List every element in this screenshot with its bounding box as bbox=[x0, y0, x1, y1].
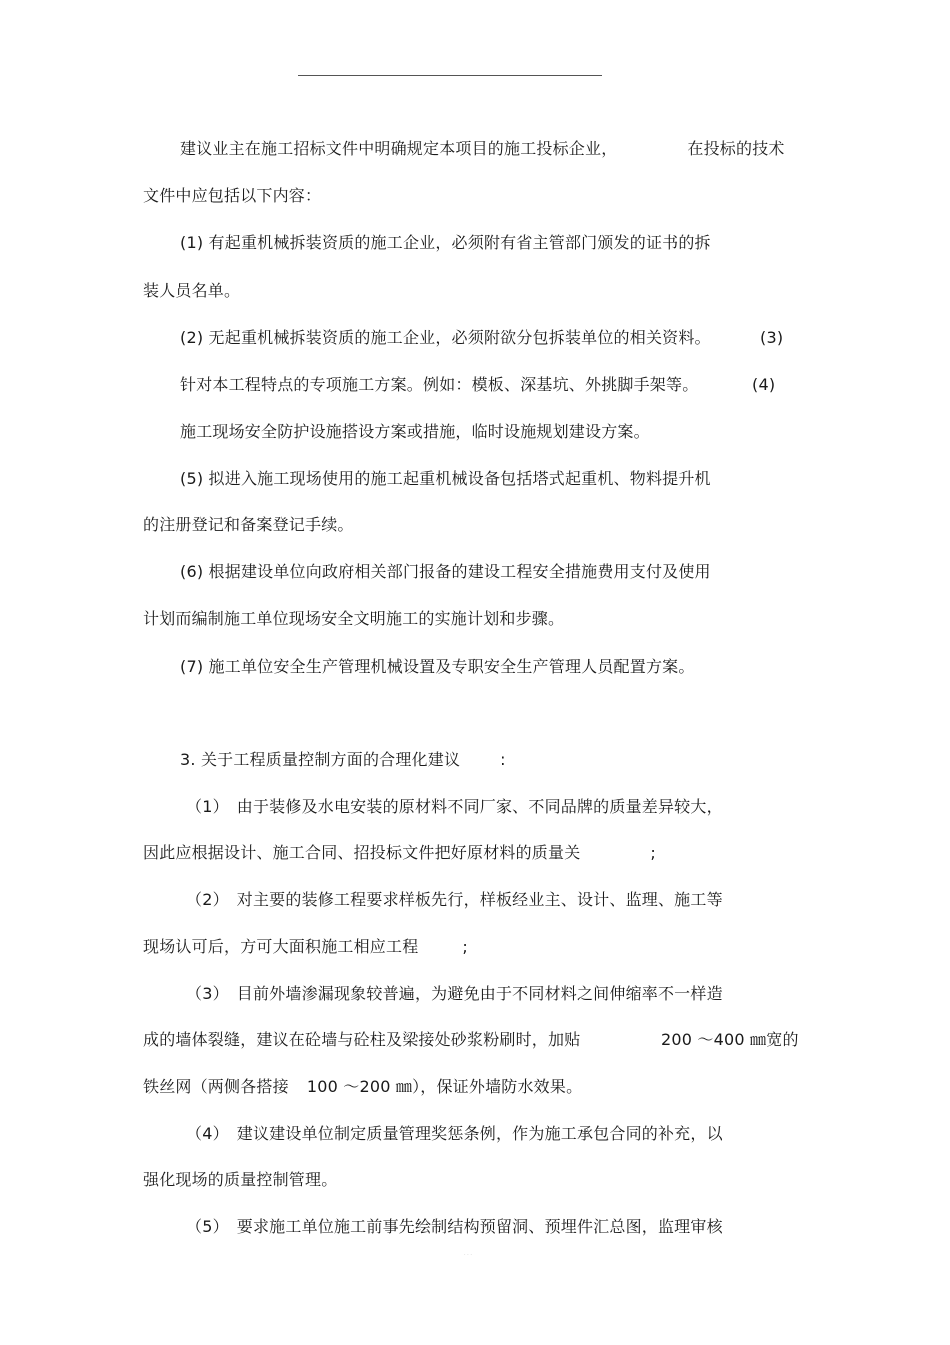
line-text: （4） bbox=[186, 1124, 229, 1143]
text-line bbox=[180, 138, 785, 160]
line-text: (3) bbox=[760, 328, 784, 347]
text-line bbox=[180, 468, 711, 490]
text-line bbox=[143, 280, 240, 302]
line-text: 现场认可后，方可大面积施工相应工程 bbox=[143, 937, 419, 956]
line-text: 要求施工单位施工前事先绘制结构预留洞、预埋件汇总图，监理审核 bbox=[236, 1217, 723, 1236]
line-text: (7) 施工单位安全生产管理机械设置及专职安全生产管理人员配置方案。 bbox=[180, 657, 695, 676]
text-line bbox=[180, 656, 695, 678]
line-text: 在投标的技术 bbox=[687, 139, 785, 158]
text-line bbox=[180, 374, 776, 396]
footer-mark: · · · bbox=[464, 1252, 472, 1258]
text-line bbox=[180, 327, 784, 349]
line-text: 建议业主在施工招标文件中明确规定本项目的施工投标企业， bbox=[180, 139, 618, 158]
header-rule bbox=[298, 75, 602, 76]
line-text: 200 ～400 ㎜宽的 bbox=[661, 1030, 799, 1049]
text-line bbox=[143, 185, 321, 207]
line-text: 强化现场的质量控制管理。 bbox=[143, 1170, 338, 1189]
line-text: 计划而编制施工单位现场安全文明施工的实施计划和步骤。 bbox=[143, 609, 565, 628]
line-text: （1） bbox=[186, 797, 229, 816]
text-line bbox=[143, 608, 564, 630]
line-text: 对主要的装修工程要求样板先行，样板经业主、设计、监理、施工等 bbox=[236, 890, 723, 909]
text-line bbox=[180, 232, 711, 254]
line-text: 成的墙体裂缝，建议在砼墙与砼柱及梁接处砂浆粉刷时，加贴 bbox=[143, 1030, 581, 1049]
text-line bbox=[180, 421, 650, 443]
line-text: ; bbox=[650, 843, 656, 862]
line-text: 目前外墙渗漏现象较普遍，为避免由于不同材料之间伸缩率不一样造 bbox=[236, 984, 723, 1003]
line-text: 因此应根据设计、施工合同、招投标文件把好原材料的质量关 bbox=[143, 843, 581, 862]
text-line bbox=[186, 796, 723, 818]
line-text: 100 ～200 ㎜），保证外墙防水效果。 bbox=[306, 1077, 583, 1096]
text-line bbox=[186, 983, 723, 1005]
line-text: 装人员名单。 bbox=[143, 281, 241, 300]
text-line bbox=[143, 842, 656, 864]
line-text: 3. 关于工程质量控制方面的合理化建议 bbox=[180, 750, 461, 769]
line-text: ; bbox=[462, 937, 468, 956]
line-text: 的注册登记和备案登记手续。 bbox=[143, 515, 354, 534]
line-text: （3） bbox=[186, 984, 229, 1003]
line-text: （2） bbox=[186, 890, 229, 909]
section-heading bbox=[180, 749, 506, 771]
text-line bbox=[143, 1076, 582, 1098]
line-text: : bbox=[500, 750, 506, 769]
line-text: 由于装修及水电安装的原材料不同厂家、不同品牌的质量差异较大， bbox=[236, 797, 723, 816]
text-line bbox=[180, 561, 711, 583]
line-text: (4) bbox=[752, 375, 776, 394]
line-text: (1) 有起重机械拆装资质的施工企业，必须附有省主管部门颁发的证书的拆 bbox=[180, 233, 711, 252]
line-text: 施工现场安全防护设施搭设方案或措施，临时设施规划建设方案。 bbox=[180, 422, 650, 441]
text-line bbox=[143, 936, 468, 958]
text-line bbox=[186, 1216, 723, 1238]
text-line bbox=[143, 1029, 799, 1051]
line-text: (5) 拟进入施工现场使用的施工起重机械设备包括塔式起重机、物料提升机 bbox=[180, 469, 711, 488]
line-text: 建议建设单位制定质量管理奖惩条例，作为施工承包合同的补充，以 bbox=[236, 1124, 723, 1143]
text-line bbox=[143, 1169, 337, 1191]
line-text: (6) 根据建设单位向政府相关部门报备的建设工程安全措施费用支付及使用 bbox=[180, 562, 711, 581]
line-text: （5） bbox=[186, 1217, 229, 1236]
text-line bbox=[186, 889, 723, 911]
text-line bbox=[143, 514, 354, 536]
text-line bbox=[186, 1123, 723, 1145]
line-text: 铁丝网（两侧各搭接 bbox=[143, 1077, 289, 1096]
line-text: 针对本工程特点的专项施工方案。例如：模板、深基坑、外挑脚手架等。 bbox=[180, 375, 699, 394]
line-text: (2) 无起重机械拆装资质的施工企业，必须附欲分包拆装单位的相关资料。 bbox=[180, 328, 711, 347]
line-text: 文件中应包括以下内容： bbox=[143, 186, 322, 205]
